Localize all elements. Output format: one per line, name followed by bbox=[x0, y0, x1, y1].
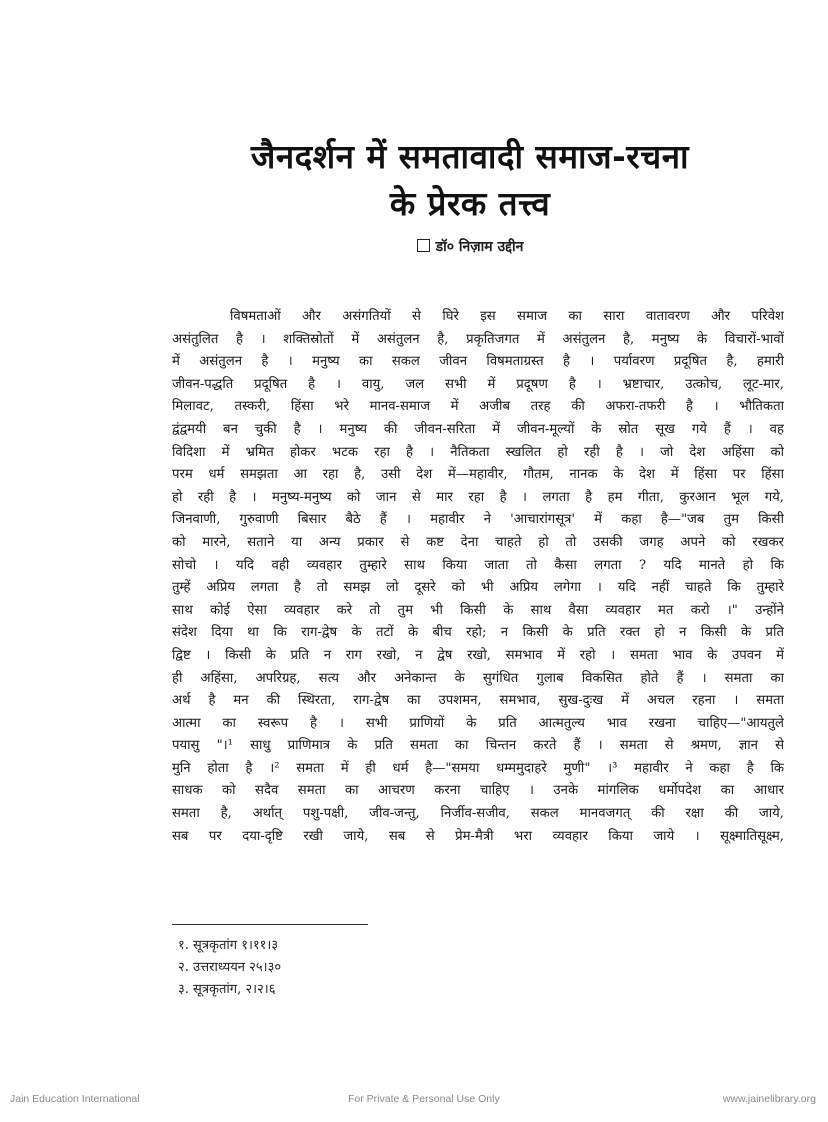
body-line: विषमताओं और असंगतियों से घिरे इस समाज का सारा वातावरण और परिवेश bbox=[230, 309, 784, 324]
footer-publisher: Jain Education International bbox=[10, 1093, 140, 1105]
body-line: साधक को सदैव समता का आचरण करना चाहिए । उनके मांगलिक धर्मोपदेश का आधार bbox=[172, 783, 784, 799]
body-line: में असंतुलन है । मनुष्य का सकल जीवन विषमताग्रस्त है । पर्यावरण प्रदूषित है, हमारी bbox=[172, 354, 784, 370]
footnote-3: ३. सूत्रकृतांग, २।२।६ bbox=[178, 982, 276, 997]
body-line: जिनवाणी, गुरुवाणी बिसार बैठे हैं । महावीर ने 'आचारांगसूत्र' में कहा है—"जब तुम किसी bbox=[172, 512, 784, 528]
body-line: तुम्हें अप्रिय लगता है तो समझ लो दूसरे को भी अप्रिय लगेगा । यदि नहीं चाहते कि तुम्हारे bbox=[172, 580, 784, 596]
article-body bbox=[172, 306, 784, 848]
footnote-divider bbox=[172, 924, 368, 925]
body-line: अर्थ है मन की स्थिरता, राग-द्वेष का उपशमन, समभाव, सुख-दुःख में अचल रहना । समता bbox=[172, 693, 784, 709]
body-line: मुनि होता है ।² समता में ही धर्म है—"समया धम्ममुदाहरे मुणी" ।³ महावीर ने कहा है कि bbox=[172, 760, 784, 776]
body-line: को मारने, सताने या अन्य प्रकार से कष्ट देना चाहते हो तो उसकी जगह अपने को रखकर bbox=[172, 534, 784, 550]
body-line: विदिशा में भ्रमित होकर भटक रहा है । नैतिकता स्खलित हो रही है । जो देश अहिंसा को bbox=[172, 444, 784, 460]
author-byline bbox=[150, 237, 790, 256]
page-title-line-1: जैनदर्शन में समतावादी समाज-रचना bbox=[250, 137, 690, 176]
body-line: सोचो । यदि वही व्यवहार तुम्हारे साथ किया जाता तो कैसा लगता ? यदि मानते हो कि bbox=[172, 557, 784, 573]
body-line: संदेश दिया था कि राग-द्वेष के तटों के बीच रहो; न किसी के प्रति रक्त हो न किसी के प्रति bbox=[172, 625, 784, 641]
footer-usage-notice: For Private & Personal Use Only bbox=[348, 1093, 500, 1105]
body-line: हो रही है । मनुष्य-मनुष्य को जान से मार रहा है । लगता है हम गीता, कुरआन भूल गये, bbox=[172, 489, 784, 505]
footnote-2: २. उत्तराध्ययन २५।३० bbox=[178, 960, 282, 975]
body-line: पयासु "।¹ साधु प्राणिमात्र के प्रति समता का चिन्तन करते हैं । समता से श्रमण, ज्ञान से bbox=[172, 738, 784, 754]
footnotes bbox=[178, 935, 281, 1001]
footnote-1: १. सूत्रकृतांग १।११।३ bbox=[178, 938, 279, 953]
body-line: जीवन-पद्धति प्रदूषित है । वायु, जल सभी में प्रदूषण है । भ्रष्टाचार, उत्कोच, लूट-मार, bbox=[172, 376, 784, 392]
body-line: मिलावट, तस्करी, हिंसा भरे मानव-समाज में अजीब तरह की अफरा-तफरी है । भौतिकता bbox=[172, 399, 784, 415]
author-name: डॉ० निज़ाम उद्दीन bbox=[435, 239, 524, 255]
body-line: साथ कोई ऐसा व्यवहार करे तो तुम भी किसी के साथ वैसा व्यवहार मत करो ।" उन्होंने bbox=[172, 602, 784, 618]
body-line: द्विष्ट । किसी के प्रति न राग रखो, न द्वेष रखो, समभाव में रहो । समता भाव के उपवन में bbox=[172, 647, 784, 663]
body-line: समता है, अर्थात् पशु-पक्षी, जीव-जन्तु, निर्जीव-सजीव, सकल मानवजगत् की रक्षा की जाये, bbox=[172, 806, 784, 822]
footer-website-link[interactable]: www.jainelibrary.org bbox=[722, 1093, 816, 1105]
page-title-line-2: के प्रेरक तत्त्व bbox=[389, 184, 551, 223]
square-box-icon bbox=[417, 239, 430, 252]
page-footer bbox=[0, 1093, 828, 1109]
body-line: सब पर दया-दृष्टि रखी जाये, सब से प्रेम-मैत्री भरा व्यवहार किया जाये । सूक्ष्मातिसूक्ष्म, bbox=[172, 828, 784, 844]
body-line: असंतुलित है । शक्तिस्रोतों में असंतुलन है, प्रकृतिजगत में असंतुलन है, मनुष्य के विचारों-भावों bbox=[172, 331, 784, 347]
body-line: द्वंद्वमयी बन चुकी है । मनुष्य की जीवन-सरिता में जीवन-मूल्यों के स्रोत सूख गये हैं । वह bbox=[172, 421, 784, 437]
body-line: परम धर्म समझता आ रहा है, उसी देश में—महावीर, गौतम, नानक के देश में हिंसा पर हिंसा bbox=[172, 467, 784, 483]
body-line: ही अहिंसा, अपरिग्रह, सत्य और अनेकान्त के सुगंधित गुलाब विकसित होते हैं । समता का bbox=[172, 670, 784, 686]
body-line: आत्मा का स्वरूप है । सभी प्राणियों के प्रति आत्मतुल्य भाव रखना चाहिए—"आयतुले bbox=[172, 715, 784, 731]
